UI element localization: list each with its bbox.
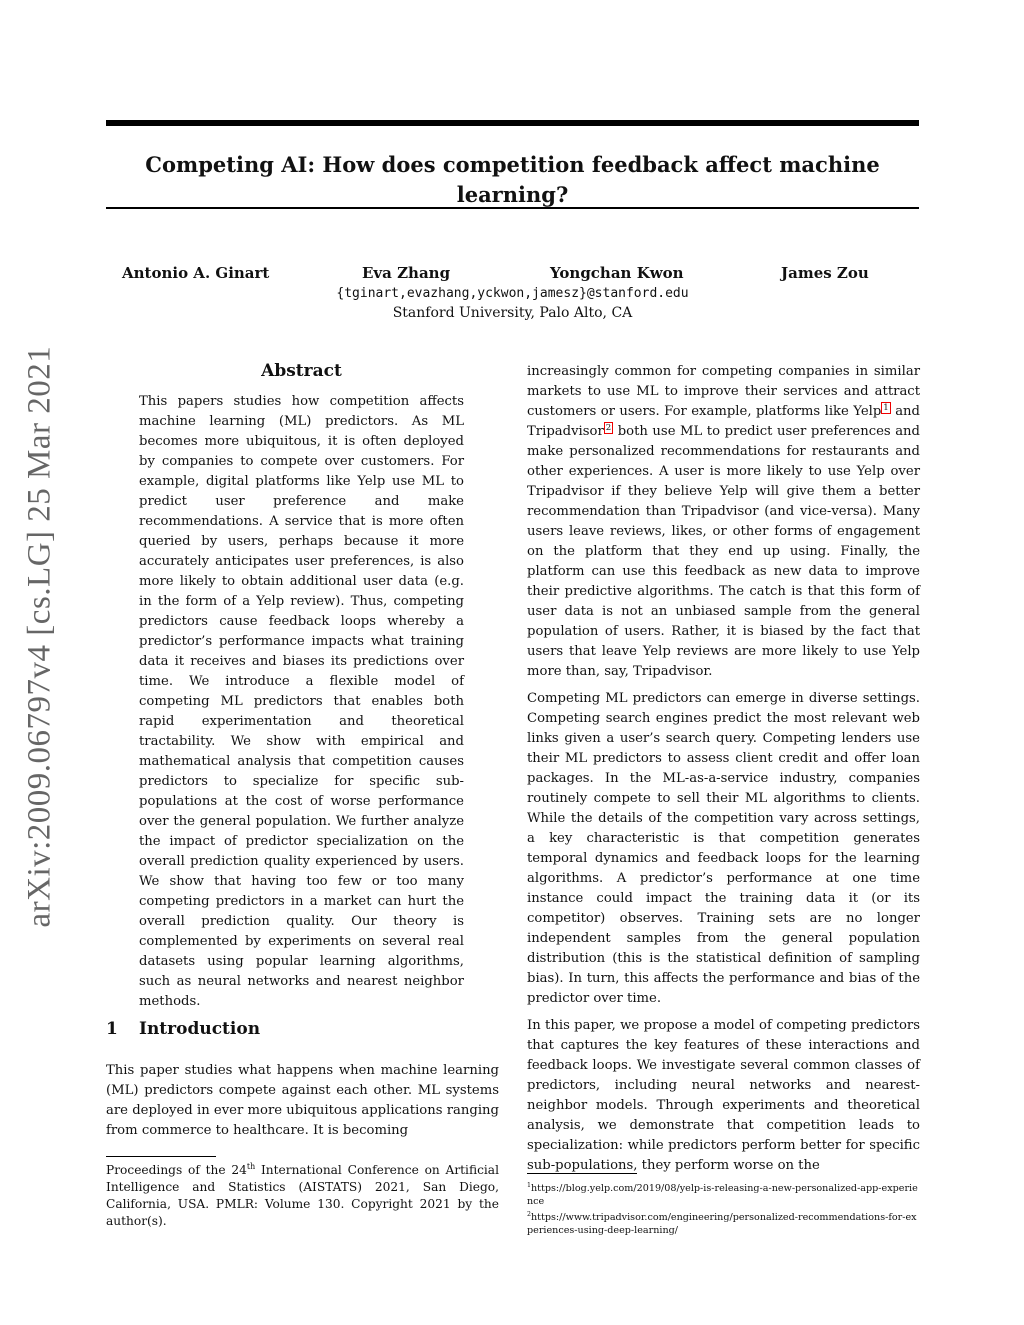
footnote-rule: [527, 1173, 637, 1174]
right-column: [527, 362, 920, 1176]
footnote-number: 1: [527, 1181, 531, 1189]
author-name: Yongchan Kwon: [550, 264, 684, 282]
footnote-link-2[interactable]: 2: [605, 422, 612, 433]
author-name: Eva Zhang: [362, 264, 451, 282]
paper-title: Competing AI: How does competition feedback affect machine learning?: [145, 152, 880, 207]
footnote-2: [527, 1211, 920, 1237]
intro-paragraph: [527, 362, 920, 682]
footnote-text: Proceedings of the 24: [106, 1163, 247, 1177]
abstract-heading: Abstract: [261, 361, 342, 381]
introduction-body: [106, 1061, 499, 1141]
author-name: James Zou: [781, 264, 869, 282]
footnote-url-link[interactable]: https://blog.yelp.com/2019/08/yelp-is-releasing-a-new-personalized-app-experience: [527, 1183, 918, 1207]
footnote-1: [527, 1182, 920, 1208]
section-title: Introduction: [139, 1019, 261, 1039]
footnote-superscript: th: [246, 1161, 256, 1171]
title-rule-top: [106, 120, 919, 126]
proceedings-footnote: [106, 1162, 499, 1230]
arxiv-identifier: arXiv:2009.06797v4 [cs.LG] 25 Mar 2021: [21, 345, 58, 928]
author-emails: {tginart,evazhang,yckwon,jamesz}@stanford.edu: [336, 286, 689, 301]
title-rule-bottom: [106, 207, 919, 209]
footnote-rule: [106, 1156, 216, 1157]
intro-paragraph: Competing ML predictors can emerge in diverse settings. Competing search engines predict the most relevant web links given a user’s search query. Competing lenders use their ML predictors to assess client credit and offer loan packages. In the ML-as-a-service industry, companies routinely compete to sell their ML algorithms to clients. While the details of the competition vary across settings, a key characteristic is that competition generates temporal dynamics and feedback loops for the learning algorithms. A predictor’s performance at one time instance could impact the training data it (or its competitor) observes. Training sets are no longer independent samples from the general population distribution (this is the statistical definition of sampling bias). In turn, this affects the performance and bias of the predictor over time.: [527, 691, 920, 1006]
section-number: 1: [106, 1019, 118, 1039]
section-heading-introduction: [106, 1018, 506, 1040]
paragraph-text: both use ML to predict user preferences and make personalized recommendations for restaurants and other experiences. A user is more likely to use Yelp over Tripadvisor if they believe Yelp will give them a better recommendation than Tripadvisor (and vice-versa). Many users leave reviews, likes, or other forms of engagement on the platform that they end up using. Finally, the platform can use this feedback as new data to improve their predictive algorithms. The catch is that this form of user data is not an unbiased sample from the general population of users. Rather, it is biased by the fact that users that leave Yelp reviews are more likely to use Yelp more than, say, Tripadvisor.: [527, 424, 920, 679]
affiliation: Stanford University, Palo Alto, CA: [392, 305, 633, 321]
paragraph-text: and Tripadvisor: [527, 404, 920, 439]
author-list: [106, 264, 919, 284]
footnote-link-1[interactable]: 1: [883, 402, 889, 413]
intro-paragraph: This paper studies what happens when machine learning (ML) predictors compete against each other. ML systems are deployed in ever more ubiquitous applications ranging from commerce to healthcare. It is becoming: [106, 1063, 499, 1138]
url-footnotes: [527, 1182, 920, 1240]
footnote-url-link[interactable]: https://www.tripadvisor.com/engineering/personalized-recommendations-for-experiences-using-deep-learning/: [527, 1212, 917, 1236]
abstract-body: [139, 392, 464, 1012]
paragraph-text: increasingly common for competing companies in similar markets to use ML to improve their services and attract customers or users. For example, platforms like Yelp: [527, 364, 920, 419]
abstract-text: This papers studies how competition affects machine learning (ML) predictors. As ML becomes more ubiquitous, it is often deployed by companies to compete over customers. For example, digital platforms like Yelp use ML to predict user preference and make recommendations. A service that is more often queried by users, perhaps because it more accurately anticipates user preferences, is also more likely to obtain additional user data (e.g. in the form of a Yelp review). Thus, competing predictors cause feedback loops whereby a predictor’s performance impacts what training data it receives and biases its predictions over time. We introduce a flexible model of competing ML predictors that enables both rapid experimentation and theoretical tractability. We show with empirical and mathematical analysis that competition causes predictors to specialize for specific sub-populations at the cost of worse performance over the general population. We further analyze the impact of predictor specialization on the overall prediction quality experienced by users. We show that having too few or too many competing predictors in a market can hurt the overall prediction quality. Our theory is complemented by experiments on several real datasets using popular learning algorithms, such as neural networks and nearest neighbor methods.: [139, 394, 464, 1009]
author-name: Antonio A. Ginart: [122, 264, 270, 282]
footnote-text: International Conference on Artificial Intelligence and Statistics (AISTATS) 2021, San Diego, California, USA. PMLR: Volume 130. Copyright 2021 by the author(s).: [106, 1163, 499, 1228]
footnote-number: 2: [527, 1210, 531, 1218]
intro-paragraph: In this paper, we propose a model of competing predictors that captures the key features of these interactions and feedback loops. We investigate several common classes of predictors, including neural networks and nearest-neighbor models. Through experiments and theoretical analysis, we demonstrate that competition leads to specialization: while predictors perform better for specific sub-populations, they perform worse on the: [527, 1018, 920, 1173]
